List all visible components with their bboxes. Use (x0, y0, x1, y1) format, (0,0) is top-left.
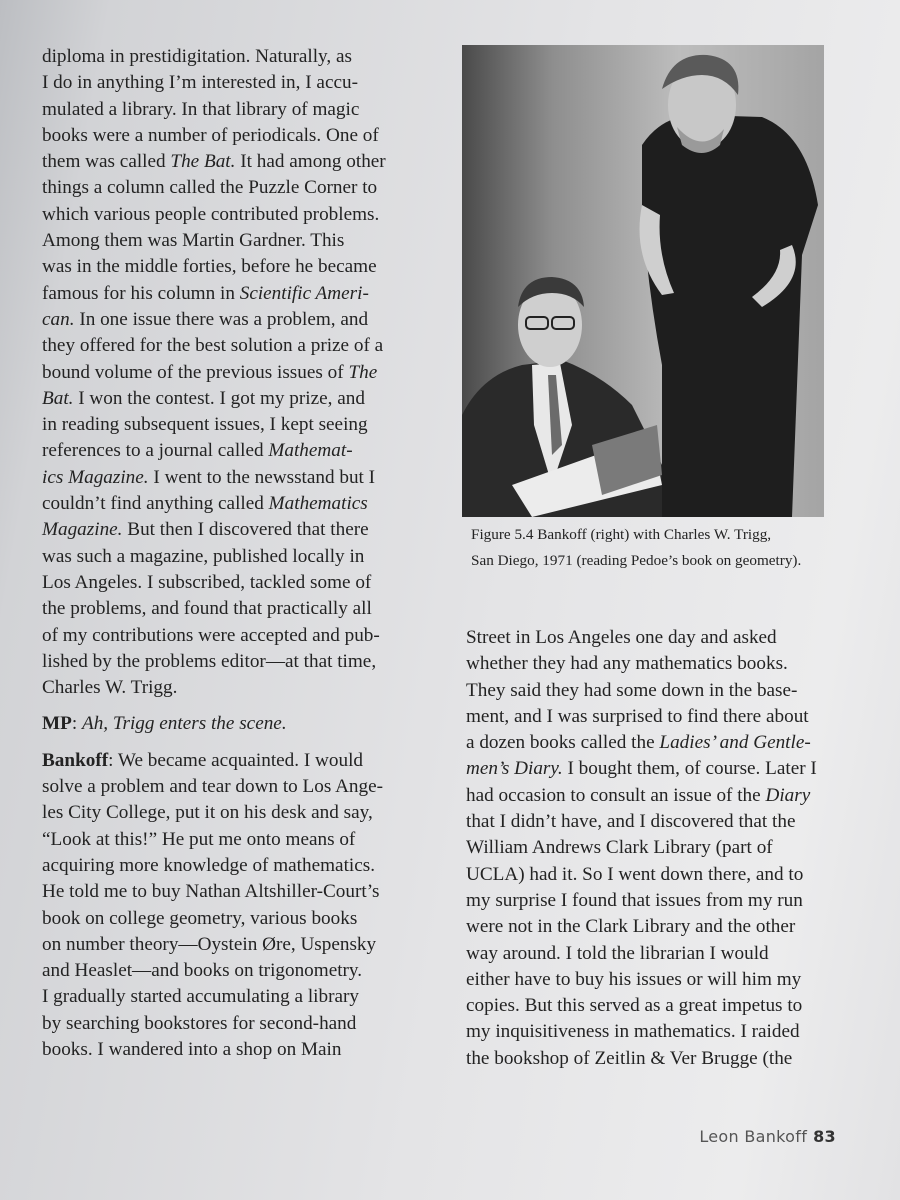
text-line (466, 678, 842, 704)
text-line (42, 800, 422, 826)
text-run: Bankoff (42, 749, 109, 771)
text-run: I bought them, of course. Later I (562, 758, 817, 780)
text-run: Mathemat- (268, 440, 353, 462)
text-line (42, 228, 422, 254)
text-run: Charles W. Trigg. (42, 677, 178, 699)
text-run: I gradually started accumulating a library (42, 986, 359, 1008)
text-run: and Heaslet—and books on trigonometry. (42, 960, 363, 982)
text-line (42, 853, 422, 879)
text-run: my inquisitiveness in mathematics. I raided (466, 1021, 800, 1043)
text-line (42, 623, 422, 649)
caption-line-1: Figure 5.4 Bankoff (right) with Charles W. Trigg, (471, 526, 772, 543)
text-run: which various people contributed problems. (42, 203, 380, 225)
text-line (42, 711, 422, 737)
text-line (42, 827, 422, 853)
text-run: les City College, put it on his desk and say, (42, 802, 373, 824)
text-line (42, 570, 422, 596)
text-line (466, 941, 842, 967)
text-run: men’s Diary. (466, 758, 563, 780)
text-line (42, 649, 422, 675)
text-run: ics Magazine. (42, 466, 149, 488)
text-run: Scientific Ameri- (239, 282, 369, 304)
text-line (466, 730, 842, 756)
text-run: : We became acquainted. I would (108, 749, 364, 771)
text-run: references to a journal called (42, 440, 269, 462)
text-run: It had among other (235, 151, 386, 173)
text-run: they offered for the best solution a prize of a (42, 335, 384, 357)
paragraph-bankoff-reply (42, 748, 422, 1064)
text-line (42, 123, 422, 149)
text-run: “Look at this!” He put me onto means of (42, 828, 356, 850)
text-run: mulated a library. In that library of magic (42, 98, 360, 120)
text-run: books were a number of periodicals. One of (42, 124, 379, 146)
paragraph-magic-library (42, 44, 422, 701)
text-run: whether they had any mathematics books. (466, 653, 788, 675)
text-line (42, 491, 422, 517)
text-line (466, 1046, 842, 1072)
text-line (466, 888, 842, 914)
text-run: book on college geometry, various books (42, 907, 358, 929)
text-run: Magazine. (42, 519, 123, 541)
text-line (42, 596, 422, 622)
page-number: 83 (813, 1127, 836, 1146)
text-run: The (348, 361, 378, 383)
text-line (42, 412, 422, 438)
text-line (42, 44, 422, 70)
text-run: copies. But this served as a great impetus to (466, 995, 803, 1017)
text-run: my surprise I found that issues from my run (466, 889, 803, 911)
text-run: way around. I told the librarian I would (466, 942, 769, 964)
text-run: on number theory—Oystein Øre, Uspensky (42, 933, 377, 955)
text-line (42, 1011, 422, 1037)
text-line (466, 651, 842, 677)
text-run: were not in the Clark Library and the other (466, 916, 796, 938)
text-run: I went to the newsstand but I (148, 466, 376, 488)
text-run: ment, and I was surprised to find there about (466, 705, 809, 727)
text-run: that I didn’t have, and I discovered that the (466, 811, 796, 833)
text-run: the problems, and found that practically all (42, 598, 372, 620)
text-line (42, 984, 422, 1010)
text-run: either have to buy his issues or will him my (466, 968, 802, 990)
text-run: acquiring more knowledge of mathematics. (42, 854, 376, 876)
text-run: was such a magazine, published locally in (42, 545, 365, 567)
text-run: bound volume of the previous issues of (42, 361, 349, 383)
text-run: He told me to buy Nathan Altshiller-Court’s (42, 881, 380, 903)
text-line (42, 748, 422, 774)
text-run: Mathematics (268, 493, 368, 515)
text-run: things a column called the Puzzle Corner to (42, 177, 378, 199)
text-run: In one issue there was a problem, and (74, 308, 369, 330)
text-line (466, 967, 842, 993)
text-line (42, 465, 422, 491)
text-run: I do in anything I’m interested in, I accu- (42, 72, 358, 94)
text-line (42, 774, 422, 800)
text-run: them was called (42, 151, 171, 173)
text-run: in reading subsequent issues, I kept seeing (42, 414, 368, 436)
text-line (42, 254, 422, 280)
text-run: Los Angeles. I subscribed, tackled some of (42, 571, 372, 593)
text-run: can. (42, 308, 75, 330)
text-line (42, 544, 422, 570)
text-line (42, 1037, 422, 1063)
right-text-column (466, 625, 842, 1072)
text-run: famous for his column in (42, 282, 240, 304)
text-run: solve a problem and tear down to Los Ange- (42, 776, 384, 798)
text-line (466, 809, 842, 835)
text-line (466, 756, 842, 782)
text-line (466, 704, 842, 730)
caption-line-2: San Diego, 1971 (reading Pedoe’s book on geometry). (471, 552, 802, 570)
text-run: diploma in prestidigitation. Naturally, as (42, 46, 352, 67)
text-run: was in the middle forties, before he became (42, 256, 377, 278)
text-run: lished by the problems editor—at that time, (42, 650, 377, 672)
text-line (42, 202, 422, 228)
text-line (466, 914, 842, 940)
text-line (42, 333, 422, 359)
text-run: William Andrews Clark Library (part of (466, 837, 773, 859)
text-line (42, 517, 422, 543)
text-run: The Bat. (170, 151, 236, 173)
text-run: couldn’t find anything called (42, 493, 269, 515)
running-head: Leon Bankoff (699, 1127, 808, 1146)
text-line (42, 97, 422, 123)
text-run: the bookshop of Zeitlin & Ver Brugge (the (466, 1047, 793, 1069)
text-line (42, 175, 422, 201)
text-run: I won the contest. I got my prize, and (73, 387, 365, 409)
text-line (466, 862, 842, 888)
text-line (42, 360, 422, 386)
text-run: Diary (765, 784, 811, 806)
text-line (42, 879, 422, 905)
text-run: Street in Los Angeles one day and asked (466, 627, 777, 648)
figure-caption (471, 525, 851, 578)
text-line (42, 281, 422, 307)
text-run: Bat. (42, 387, 74, 409)
page-footer (699, 1127, 836, 1146)
text-line (42, 438, 422, 464)
text-line (42, 675, 422, 701)
text-run: : (71, 713, 82, 735)
text-line (42, 932, 422, 958)
text-line (42, 386, 422, 412)
text-run: of my contributions were accepted and pub- (42, 624, 380, 646)
paragraph-mp-interjection (42, 711, 422, 737)
paragraph-bookshop (466, 625, 842, 1072)
text-line (466, 993, 842, 1019)
text-run: UCLA) had it. So I went down there, and to (466, 863, 804, 885)
text-run: Ah, Trigg enters the scene. (81, 713, 287, 735)
text-line (42, 149, 422, 175)
text-line (42, 307, 422, 333)
text-run: books. I wandered into a shop on Main (42, 1038, 342, 1060)
photo-illustration (462, 45, 824, 517)
text-line (42, 906, 422, 932)
text-run: Among them was Martin Gardner. This (42, 230, 345, 252)
text-run: a dozen books called the (466, 732, 660, 754)
text-run: had occasion to consult an issue of the (466, 784, 766, 806)
text-run: MP (42, 713, 72, 735)
text-run: Ladies’ and Gentle- (659, 732, 811, 754)
text-line (466, 835, 842, 861)
text-run: by searching bookstores for second-hand (42, 1012, 357, 1034)
text-line (466, 625, 842, 651)
text-run: But then I discovered that there (122, 519, 369, 541)
text-line (42, 958, 422, 984)
text-run: They said they had some down in the base- (466, 679, 798, 701)
figure-photo (462, 45, 824, 517)
text-line (466, 783, 842, 809)
left-text-column (42, 44, 422, 1063)
text-line (466, 1019, 842, 1045)
text-line (42, 70, 422, 96)
